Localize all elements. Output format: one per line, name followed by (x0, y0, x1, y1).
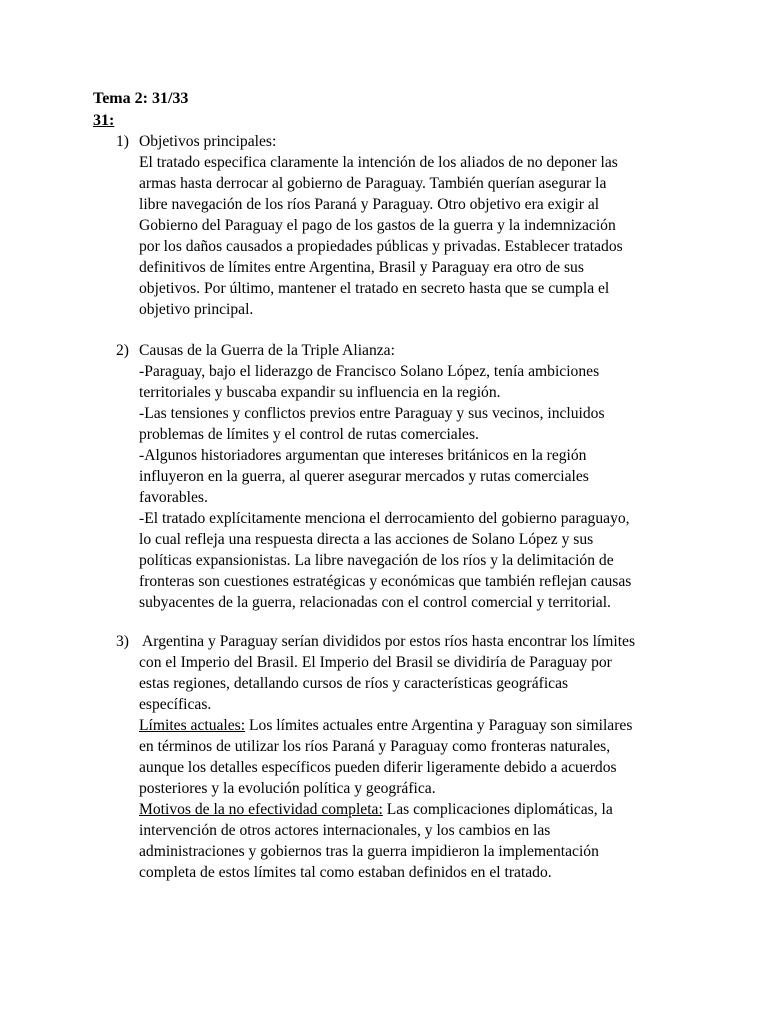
text-line: influyeron en la guerra, al querer asegurar mercados y rutas comerciales (139, 468, 589, 485)
text-line: completa de estos límites tal como estaban definidos en el tratado. (139, 864, 552, 881)
text-line: definitivos de límites entre Argentina, Brasil y Paraguay era otro de sus (139, 259, 584, 276)
motives-label: Motivos de la no efectividad completa: (139, 801, 383, 818)
text-line: Argentina y Paraguay serían divididos por estos ríos hasta encontrar los límites (139, 633, 636, 650)
text-line: problemas de límites y el control de rutas comerciales. (139, 426, 479, 443)
list-number: 1) (116, 133, 129, 150)
text-line: por los daños causados a propiedades públicas y privadas. Establecer tratados (139, 238, 623, 255)
text-line: intervención de otros actores internacionales, y los cambios en las (139, 822, 551, 839)
limits-label: Límites actuales: (139, 717, 246, 734)
section-heading: 31: (93, 112, 115, 129)
text-line: territoriales y buscaba expandir su influencia en la región. (139, 384, 501, 401)
text-line: objetivo principal. (139, 301, 254, 318)
text-line: -Las tensiones y conflictos previos entre Paraguay y sus vecinos, incluidos (139, 405, 605, 422)
text-line: -El tratado explícitamente menciona el derrocamiento del gobierno paraguayo, (139, 510, 630, 527)
text-line: Causas de la Guerra de la Triple Alianza: (139, 342, 395, 359)
document-title: Tema 2: 31/33 (93, 90, 189, 107)
list-number: 2) (116, 342, 129, 359)
text-line: -Algunos historiadores argumentan que intereses británicos en la región (139, 447, 587, 464)
text-line: -Paraguay, bajo el liderazgo de Francisco Solano López, tenía ambiciones (139, 363, 600, 380)
motives-text: Las complicaciones diplomáticas, la (382, 801, 613, 818)
text-line: Objetivos principales: (139, 133, 277, 150)
text-line: en términos de utilizar los ríos Paraná y Paraguay como fronteras naturales, (139, 738, 611, 755)
text-line: posteriores y la evolución política y geográfica. (139, 780, 436, 797)
text-line: políticas expansionistas. La libre navegación de los ríos y la delimitación de (139, 552, 614, 569)
text-line: fronteras son cuestiones estratégicas y económicas que también reflejan causas (139, 573, 632, 590)
limits-paragraph-first-line (139, 715, 686, 736)
list-number: 3) (116, 633, 129, 650)
text-line: aunque los detalles específicos pueden diferir ligeramente debido a acuerdos (139, 759, 617, 776)
text-line: El tratado especifica claramente la intención de los aliados de no deponer las (139, 154, 618, 171)
limits-text: Los límites actuales entre Argentina y Paraguay son similares (245, 717, 633, 734)
text-line: con el Imperio del Brasil. El Imperio del Brasil se dividiría de Paraguay por (139, 654, 612, 671)
text-line: específicas. (139, 696, 212, 713)
text-line: armas hasta derrocar al gobierno de Paraguay. También querían asegurar la (139, 175, 607, 192)
text-line: libre navegación de los ríos Paraná y Paraguay. Otro objetivo era exigir al (139, 196, 600, 213)
list-item-body (139, 631, 686, 883)
list-item-body (139, 131, 686, 320)
motives-paragraph-first-line (139, 799, 686, 820)
text-line: favorables. (139, 489, 208, 506)
text-line: objetivos. Por último, mantener el tratado en secreto hasta que se cumpla el (139, 280, 610, 297)
text-line: estas regiones, detallando cursos de ríos y características geográficas (139, 675, 569, 692)
list-item-body (139, 340, 686, 613)
text-line: Gobierno del Paraguay el pago de los gastos de la guerra y la indemnización (139, 217, 616, 234)
text-line: subyacentes de la guerra, relacionadas con el control comercial y territorial. (139, 594, 611, 611)
text-line: lo cual refleja una respuesta directa a las acciones de Solano López y sus (139, 531, 594, 548)
text-line: administraciones y gobiernos tras la guerra impidieron la implementación (139, 843, 599, 860)
